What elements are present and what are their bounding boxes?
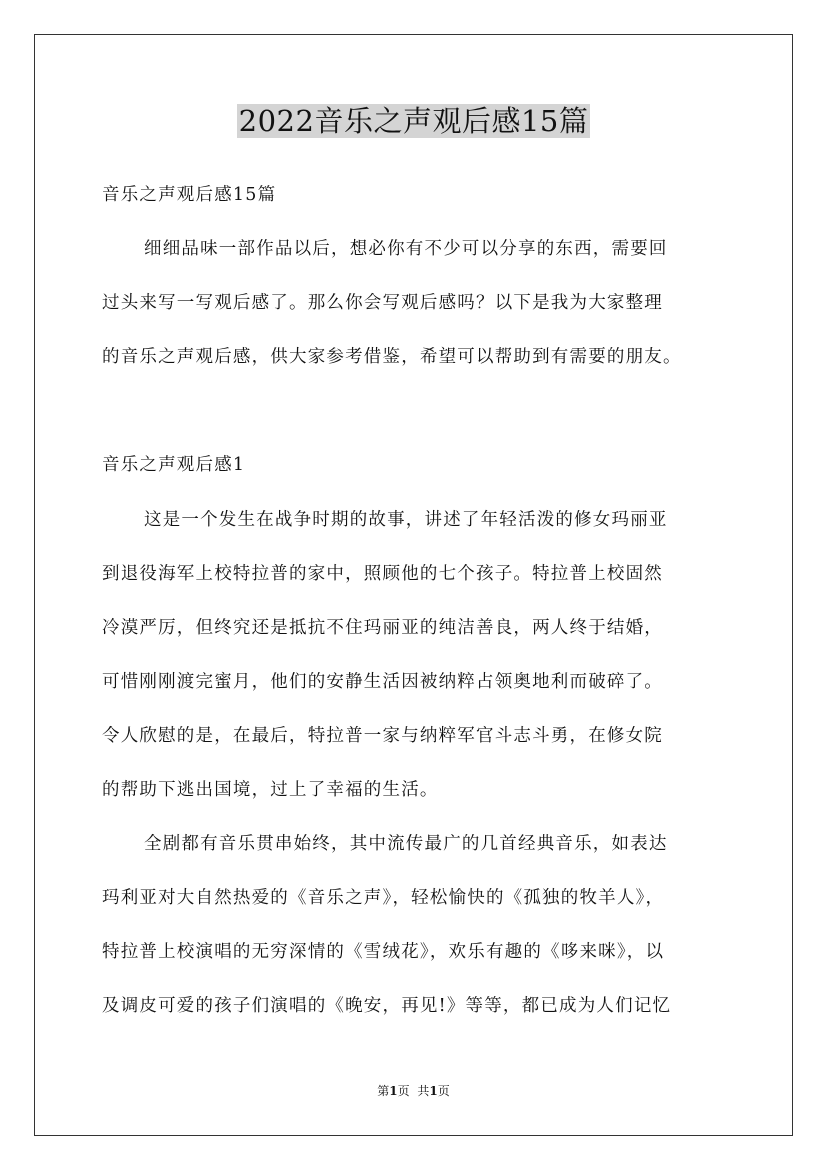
intro-line: 细细品味一部作品以后，想必你有不少可以分享的东西，需要回: [144, 239, 668, 259]
paragraph-line: 令人欣慰的是，在最后，特拉普一家与纳粹军官斗志斗勇，在修女院: [102, 726, 663, 746]
footer-page-suffix: 页: [397, 1084, 410, 1098]
page-footer: [0, 1083, 827, 1099]
paragraph-line: 可惜刚刚渡完蜜月，他们的安静生活因被纳粹占领奥地利而破碎了。: [102, 672, 663, 692]
footer-total-prefix: 共: [417, 1084, 430, 1098]
paragraph-line: 的帮助下逃出国境，过上了幸福的生活。: [102, 780, 439, 800]
paragraph-line: 玛利亚对大自然热爱的《音乐之声》，轻松愉快的《孤独的牧羊人》，: [102, 888, 665, 908]
document-title: 2022音乐之声观后感15篇: [238, 104, 589, 138]
paragraph-line: 到退役海军上校特拉普的家中，照顾他的七个孩子。特拉普上校固然: [102, 564, 663, 584]
footer-page-prefix: 第: [377, 1084, 390, 1098]
section-heading: 音乐之声观后感1: [102, 455, 246, 475]
paragraph-line: 冷漠严厉，但终究还是抵抗不住玛丽亚的纯洁善良，两人终于结婚，: [102, 618, 663, 638]
footer-page-number: 1: [389, 1084, 398, 1098]
footer-total-number: 1: [429, 1084, 438, 1098]
intro-line: 的音乐之声观后感，供大家参考借鉴，希望可以帮助到有需要的朋友。: [102, 347, 682, 367]
paragraph-line: 及调皮可爱的孩子们演唱的《晚安，再见!》等等，都已成为人们记忆: [102, 996, 672, 1016]
intro-line: 过头来写一写观后感了。那么你会写观后感吗？以下是我为大家整理: [102, 293, 663, 313]
paragraph-line: 特拉普上校演唱的无穷深情的《雪绒花》，欢乐有趣的《哆来咪》，以: [102, 942, 665, 962]
paragraph-line: 全剧都有音乐贯串始终，其中流传最广的几首经典音乐，如表达: [144, 834, 668, 854]
document-subtitle: 音乐之声观后感15篇: [102, 185, 277, 205]
paragraph-line: 这是一个发生在战争时期的故事，讲述了年轻活泼的修女玛丽亚: [144, 510, 668, 530]
footer-total-suffix: 页: [437, 1084, 450, 1098]
document-title-wrap: [0, 100, 827, 142]
